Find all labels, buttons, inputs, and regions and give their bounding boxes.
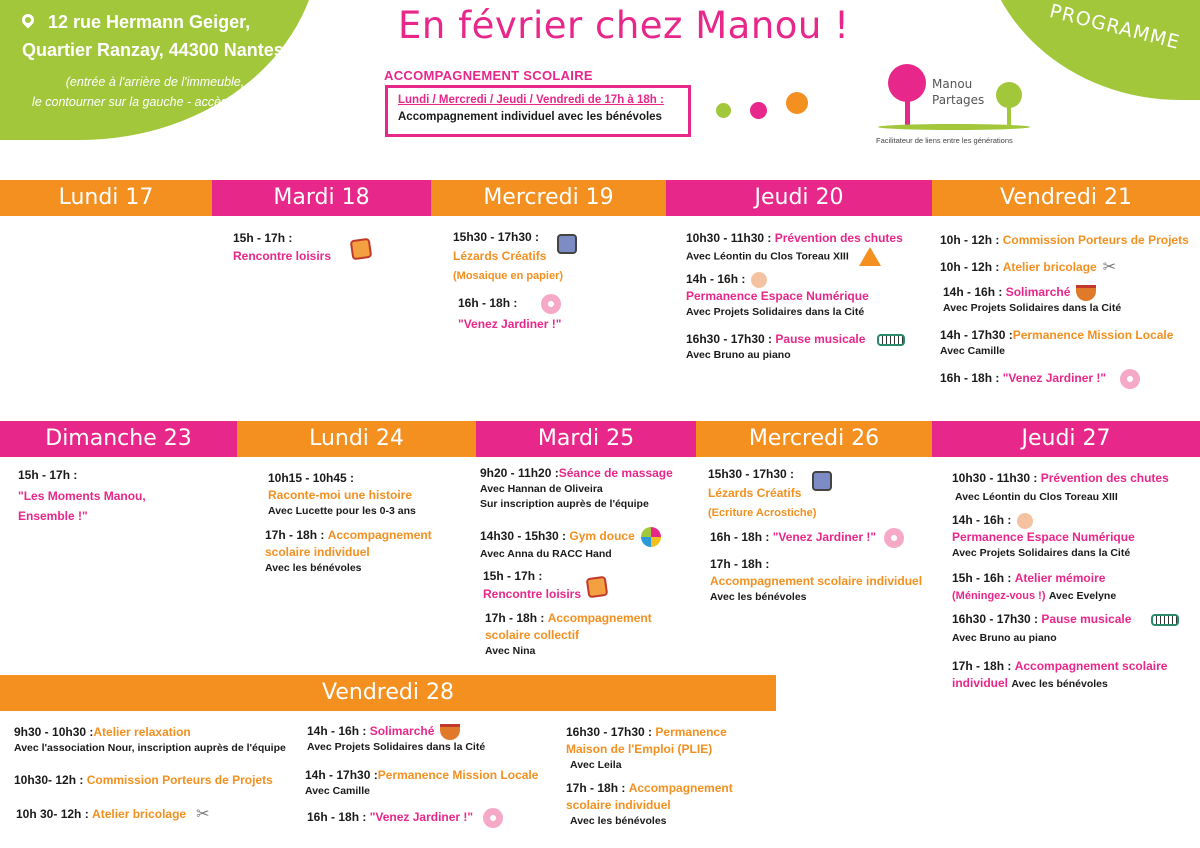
event-dimanche23-moments-manou — [18, 467, 146, 525]
flower-icon — [483, 808, 503, 828]
gym-ball-icon — [641, 527, 661, 547]
event-title: Permanence Espace Numérique — [952, 530, 1135, 544]
event-time: 16h - 18h : — [307, 810, 367, 825]
event-title: Accompagnement scolaire individuel — [710, 574, 923, 588]
event-title: Permanence Mission Locale — [1012, 328, 1174, 342]
event-with: Avec Bruno au piano — [686, 349, 791, 361]
event-title-line2: Ensemble !" — [18, 509, 88, 523]
event-title: Prévention des chutes — [774, 231, 903, 245]
event-time: 15h30 - 17h30 : — [453, 230, 540, 245]
event-time: 14h - 16h : — [943, 285, 1003, 299]
day-header-jeudi-20: Jeudi 20 — [666, 180, 932, 216]
event-title: Atelier mémoire — [1014, 571, 1106, 585]
event-mardi25-massage — [480, 465, 673, 512]
event-time: 10h15 - 10h45 : — [268, 471, 355, 485]
event-time: 9h20 - 11h20 : — [480, 466, 559, 480]
keyboard-piano-icon — [1151, 614, 1179, 626]
event-jeudi20-musicale — [686, 331, 905, 363]
pink-dot — [750, 102, 767, 119]
event-jeudi27-musicale — [952, 611, 1179, 646]
event-vendredi28-bricolage — [16, 806, 209, 823]
event-title-line1: "Les Moments Manou, — [18, 489, 146, 503]
event-title: Solimarché — [369, 724, 435, 738]
event-time: 9h30 - 10h30 : — [14, 725, 94, 739]
event-jeudi20-numerique — [686, 271, 869, 320]
event-time: 14h - 17h30 : — [940, 328, 1013, 342]
playing-cards-icon — [586, 576, 609, 599]
event-with: Avec Camille — [940, 345, 1005, 357]
event-with: Avec Anna du RACC Hand — [480, 548, 612, 560]
event-vendredi28-accompagnement — [566, 780, 733, 829]
basket-icon — [1076, 285, 1096, 301]
flower-icon — [541, 294, 561, 314]
event-with: Avec Projets Solidaires dans la Cité — [943, 302, 1122, 314]
logo-tagline: Facilitateur de liens entre les générations — [876, 136, 1013, 145]
event-vendredi28-mission-locale — [305, 767, 538, 799]
event-time: 14h - 16h : — [686, 272, 746, 286]
event-vendredi28-commission — [14, 772, 273, 789]
event-with: Avec les bénévoles — [710, 591, 807, 603]
access-note — [20, 72, 290, 112]
tools-icon: ✂ — [1102, 259, 1117, 277]
event-mercredi26-lezards — [708, 465, 832, 522]
event-with-2: Sur inscription auprès de l'équipe — [480, 498, 649, 510]
logo-ground — [878, 124, 1030, 130]
event-title-line2: scolaire collectif — [485, 628, 580, 642]
event-time: 10h30 - 11h30 : — [952, 471, 1038, 485]
green-dot — [716, 103, 731, 118]
event-lundi24-histoire — [268, 470, 416, 519]
event-time: 17h - 18h : — [485, 611, 545, 625]
event-vendredi21-commission — [940, 232, 1189, 249]
event-time: 17h - 18h : — [265, 528, 325, 542]
keyboard-piano-icon — [877, 334, 905, 346]
event-time: 16h30 - 17h30 : — [566, 725, 653, 739]
event-vendredi21-bricolage — [940, 259, 1116, 276]
event-title-line1: Accompagnement — [327, 528, 432, 542]
event-title-line1: Accompagnement — [547, 611, 652, 625]
accompagnement-schedule: Lundi / Mercredi / Jeudi / Vendredi de 17h à 18h : — [398, 94, 664, 106]
event-time: 16h30 - 17h30 : — [686, 332, 773, 346]
orange-dot — [786, 92, 808, 114]
event-with: Avec Léontin du Clos Toreau XIII — [955, 491, 1118, 503]
event-title: Prévention des chutes — [1040, 471, 1169, 485]
day-header-jeudi-27: Jeudi 27 — [932, 421, 1200, 457]
event-title: "Venez Jardiner !" — [772, 530, 877, 545]
wheelchair-icon: ♿ — [266, 95, 278, 109]
event-jeudi27-chutes — [952, 470, 1169, 505]
person-computer-icon — [751, 272, 767, 288]
event-vendredi28-plie — [566, 724, 727, 773]
event-title: Atelier bricolage — [1002, 260, 1097, 274]
person-computer-icon — [1017, 513, 1033, 529]
accompagnement-heading: ACCOMPAGNEMENT SCOLAIRE — [384, 68, 593, 83]
event-time: 10h - 12h : — [940, 233, 1000, 247]
warning-sign-icon — [859, 247, 881, 266]
event-time: 10h - 12h : — [940, 260, 1000, 274]
event-mercredi26-accompagnement — [710, 556, 922, 605]
event-time: 14h - 16h : — [307, 724, 367, 738]
event-title: Lézards Créatifs — [453, 249, 547, 263]
event-title: "Venez Jardiner !" — [369, 810, 474, 825]
day-header-vendredi-28: Vendredi 28 — [0, 675, 776, 711]
logo-name — [932, 76, 984, 108]
event-with: Avec Evelyne — [1048, 590, 1117, 602]
event-title-line1: Permanence — [655, 725, 727, 739]
event-title: Rencontre loisirs — [233, 249, 332, 264]
event-time: 15h - 16h : — [952, 571, 1012, 585]
address-line1: 12 rue Hermann Geiger, — [48, 12, 251, 32]
event-title: Raconte-moi une histoire — [268, 488, 413, 502]
day-header-lundi-17: Lundi 17 — [0, 180, 212, 216]
event-title: Atelier relaxation — [93, 725, 191, 739]
day-header-dimanche-23: Dimanche 23 — [0, 421, 237, 457]
event-title: Permanence Mission Locale — [377, 768, 539, 782]
event-mercredi26-jardiner — [710, 528, 904, 548]
event-title: Solimarché — [1005, 285, 1071, 299]
event-with: Avec les bénévoles — [570, 815, 667, 827]
event-mardi25-loisirs — [483, 568, 607, 605]
event-with: Avec les bénévoles — [265, 562, 362, 574]
event-mercredi19-lezards — [453, 228, 577, 285]
pink-tree-icon — [888, 64, 926, 102]
event-time: 16h30 - 17h30 : — [952, 612, 1039, 626]
event-title: Commission Porteurs de Projets — [1002, 233, 1189, 247]
pink-tree-trunk — [905, 98, 910, 126]
event-vendredi21-solimarche — [943, 284, 1121, 316]
event-mercredi19-jardiner — [458, 294, 561, 333]
event-time: 15h - 17h : — [233, 231, 293, 245]
event-title-line2: Maison de l'Emploi (PLIE) — [566, 742, 713, 756]
event-time: 16h - 18h : — [940, 371, 1000, 386]
event-with: Avec Projets Solidaires dans la Cité — [952, 547, 1131, 559]
day-header-mercredi-19: Mercredi 19 — [431, 180, 666, 216]
logo-name-line2: Partages — [932, 93, 985, 107]
event-vendredi21-jardiner — [940, 369, 1140, 389]
event-time: 10h 30- 12h : — [16, 807, 89, 821]
logo-name-line1: Manou — [932, 77, 973, 91]
event-title: Atelier bricolage — [92, 807, 187, 821]
event-lundi24-accompagnement — [265, 527, 432, 576]
event-title: "Venez Jardiner !" — [1002, 371, 1107, 386]
accompagnement-box — [385, 85, 691, 137]
event-jeudi20-chutes — [686, 230, 903, 266]
event-subtitle: (Mosaique en papier) — [453, 270, 564, 282]
flower-icon — [1120, 369, 1140, 389]
day-header-mardi-18: Mardi 18 — [212, 180, 431, 216]
event-title: Séance de massage — [558, 466, 673, 480]
art-palette-icon — [812, 471, 832, 491]
green-tree-trunk — [1007, 104, 1011, 126]
event-title: Permanence Espace Numérique — [686, 289, 869, 303]
event-time: 14h - 16h : — [952, 513, 1012, 527]
event-title: Commission Porteurs de Projets — [86, 773, 273, 787]
event-jeudi27-numerique — [952, 512, 1135, 561]
event-with: Avec Léontin du Clos Toreau XIII — [686, 250, 849, 263]
event-title: Pause musicale — [1041, 612, 1132, 626]
event-time: 14h30 - 15h30 : — [480, 529, 567, 544]
event-with: Avec Lucette pour les 0-3 ans — [268, 505, 416, 517]
access-line1: (entrée à l'arrière de l'immeuble, — [65, 75, 245, 89]
event-time: 15h30 - 17h30 : — [708, 467, 795, 482]
address-line2: Quartier Ranzay, 44300 Nantes — [22, 40, 284, 60]
event-with: Avec Projets Solidaires dans la Cité — [307, 741, 486, 753]
event-vendredi28-solimarche — [307, 723, 485, 755]
event-title-line2: individuel — [952, 676, 1009, 690]
event-jeudi27-memoire — [952, 570, 1116, 605]
event-with: Avec les bénévoles — [1011, 678, 1108, 690]
event-with: Avec Nina — [485, 645, 536, 657]
event-title-line1: Accompagnement scolaire — [1014, 659, 1168, 673]
event-time: 15h - 17h : — [483, 569, 543, 583]
event-subtitle: (Ecriture Acrostiche) — [708, 507, 817, 519]
event-subtitle: (Méningez-vous !) — [952, 590, 1046, 602]
event-time: 15h - 17h : — [18, 468, 78, 482]
event-time: 17h - 18h : — [952, 659, 1012, 673]
event-vendredi28-relaxation — [14, 724, 286, 756]
access-line2: le contourner sur la gauche - accès PMR) — [32, 95, 263, 109]
programme-label: PROGRAMME — [1047, 0, 1183, 54]
day-header-vendredi-21: Vendredi 21 — [932, 180, 1200, 216]
event-mardi18-loisirs — [233, 230, 371, 267]
event-time: 17h - 18h : — [710, 557, 770, 571]
flower-icon — [884, 528, 904, 548]
page-title: En février chez Manou ! — [398, 4, 850, 47]
event-time: 10h30- 12h : — [14, 773, 84, 787]
basket-icon — [440, 724, 460, 740]
day-header-mercredi-26: Mercredi 26 — [696, 421, 932, 457]
event-with: Avec Hannan de Oliveira — [480, 483, 603, 495]
accompagnement-description: Accompagnement individuel avec les bénévoles — [398, 111, 662, 123]
event-time: 16h - 18h : — [710, 530, 770, 545]
event-with: Avec Projets Solidaires dans la Cité — [686, 306, 865, 318]
manou-partages-logo — [876, 58, 1036, 150]
event-time: 10h30 - 11h30 : — [686, 231, 772, 245]
event-title: Rencontre loisirs — [483, 587, 582, 602]
event-title-line2: scolaire individuel — [566, 798, 671, 812]
day-header-mardi-25: Mardi 25 — [476, 421, 696, 457]
event-with: Avec Camille — [305, 785, 370, 797]
event-title-line1: Accompagnement — [628, 781, 733, 795]
event-title-line2: scolaire individuel — [265, 545, 370, 559]
event-vendredi28-jardiner — [307, 808, 503, 828]
event-time: 14h - 17h30 : — [305, 768, 378, 782]
address — [22, 8, 284, 64]
event-with: Avec Bruno au piano — [952, 632, 1057, 644]
art-palette-icon — [557, 234, 577, 254]
event-title: "Venez Jardiner !" — [458, 317, 562, 331]
event-vendredi21-mission-locale — [940, 327, 1173, 359]
event-time: 16h - 18h : — [458, 296, 518, 311]
event-title: Gym douce — [569, 529, 635, 544]
event-time: 17h - 18h : — [566, 781, 626, 795]
event-title: Pause musicale — [775, 332, 866, 346]
event-with: Avec l'association Nour, inscription auprès de l'équipe — [14, 742, 286, 754]
playing-cards-icon — [350, 238, 373, 261]
event-with: Avec Leila — [570, 759, 622, 771]
tools-icon: ✂ — [196, 806, 210, 824]
event-mardi25-gym — [480, 527, 661, 562]
event-title: Lézards Créatifs — [708, 486, 802, 500]
event-jeudi27-accompagnement — [952, 658, 1167, 692]
event-mardi25-accompagnement — [485, 610, 652, 659]
day-header-lundi-24: Lundi 24 — [237, 421, 476, 457]
location-pin-icon — [20, 12, 37, 29]
